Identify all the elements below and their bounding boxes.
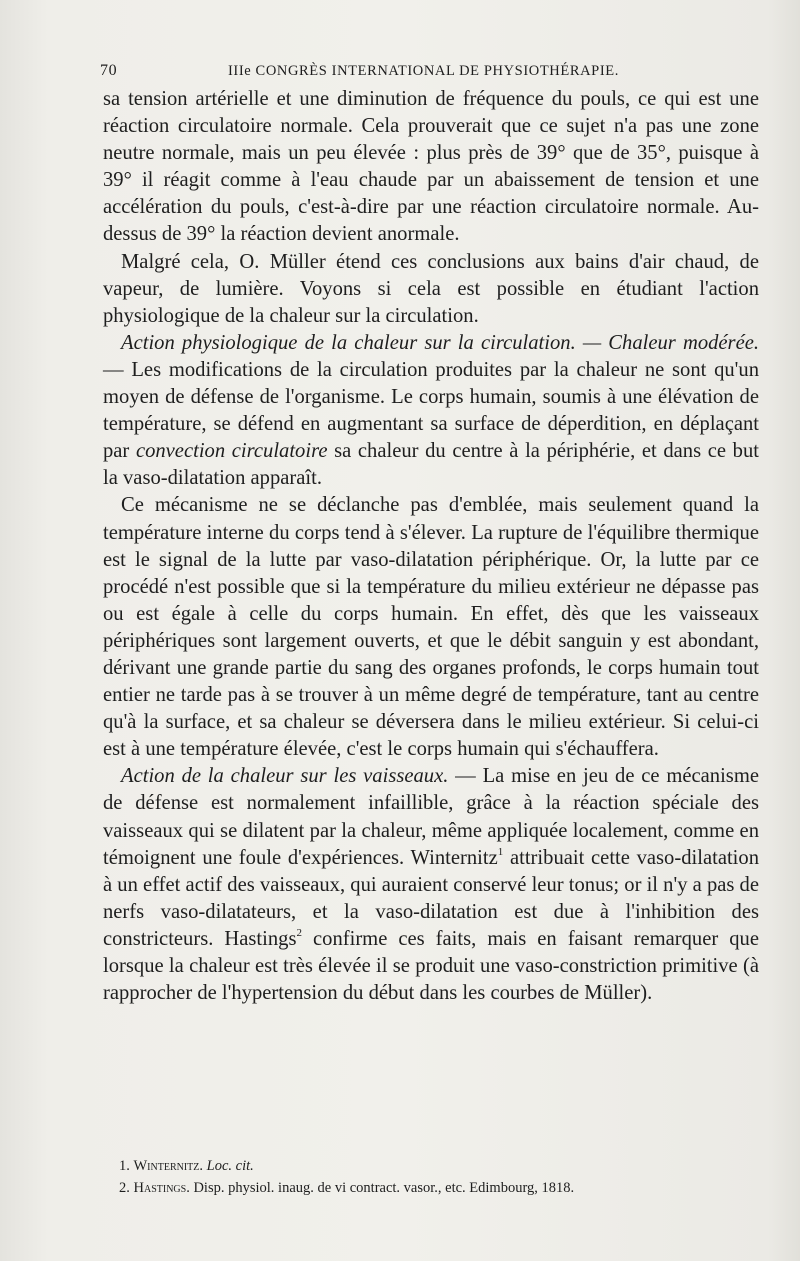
footnote-2-author: Hastings.	[133, 1180, 190, 1196]
body-text	[103, 86, 759, 1007]
footnote-ref-2: 2	[296, 926, 302, 939]
paragraph-3-text-b: sa chaleur du centre à la périphérie, et dans ce but la vaso-dilatation apparaît.	[103, 440, 759, 490]
paragraph-5	[103, 763, 759, 1007]
footnote-1-number: 1.	[119, 1158, 130, 1174]
footnote-1-author: Winternitz.	[133, 1158, 204, 1174]
paragraph-5-text-c: confirme ces faits, mais en faisant remarquer que lorsque la chaleur est très élevée il se produit une vaso-constriction primitive (à rapprocher de l'hypertension du début dans les courbes de Müller).	[103, 927, 759, 1005]
section-heading-vessels: Action de la chaleur sur les vaisseaux.	[121, 765, 449, 788]
paragraph-2: Malgré cela, O. Müller étend ces conclusions aux bains d'air chaud, de vapeur, de lumière. Voyons si cela est possible en étudiant l'action physiologique de la chaleur sur la circulation.	[103, 250, 759, 327]
paragraph-5-text-a: — La mise en jeu de ce mécanisme de défense est normalement infaillible, grâce à la réaction spéciale des vaisseaux qui se dilatent par la chaleur, même appliquée localement, comme en témoignent une foule d'expériences. Winternitz	[103, 765, 759, 869]
footnotes	[103, 1155, 759, 1199]
running-title: IIIe CONGRÈS INTERNATIONAL DE PHYSIOTHÉRAPIE.	[228, 63, 619, 79]
footnote-2-text: Disp. physiol. inaug. de vi contract. vasor., etc. Edimbourg, 1818.	[193, 1180, 575, 1196]
paragraph-3	[103, 330, 759, 493]
page-number: 70	[100, 62, 118, 79]
footnote-2	[103, 1177, 759, 1199]
paragraph-4: Ce mécanisme ne se déclanche pas d'emblée, mais seulement quand la température interne du corps tend à s'élever. La rupture de l'équilibre thermique est le signal de la lutte par vaso-dilatation périphérique. Or, la lutte par ce procédé n'est possible que si la température du milieu extérieur ne dépasse pas ou est égale à celle du corps humain. En effet, dès que les vaisseaux périphériques sont largement ouverts, et que le débit sanguin y est abondant, dérivant une grande partie du sang des organes profonds, le corps humain tout entier ne tarde pas à se trouver à un même degré de température, tant au centre qu'à la surface, et sa chaleur se déversera dans le milieu extérieur. Si celui-ci est à une température élevée, c'est le corps humain qui s'échauffera.	[103, 494, 759, 761]
footnote-1-text: Loc. cit.	[206, 1158, 254, 1174]
paragraph-3-text-a: — Les modifications de la circulation produites par la chaleur ne sont qu'un moyen de défense de l'organisme. Le corps humain, soumis à une élévation de température, se défend en augmentant sa surface de déperdition, en déplaçant par	[103, 358, 759, 463]
paragraph-5-text-b: attribuait cette vaso-dilatation à un effet actif des vaisseaux, qui auraient conservé leur tonus; or il n'y a pas de nerfs vaso-dilatateurs, et la vaso-dilatation est due à l'inhibition des constricteurs. Hastings	[103, 846, 759, 950]
paragraph-3-emphasis: convection circulatoire	[135, 440, 328, 463]
footnote-2-number: 2.	[119, 1180, 130, 1196]
footnote-ref-1: 1	[497, 845, 504, 858]
paragraph-1: sa tension artérielle et une diminution de fréquence du pouls, ce qui est une réaction circulatoire normale. Cela prouverait que ce sujet n'a pas une zone neutre normale, mais un peu élevée : plus près de 39° que de 35°, puisque à 39° il réagit comme à l'eau chaude par un abaissement de tension et une accélération du pouls, c'est-à-dire par une réaction circulatoire normale. Au-dessus de 39° la réaction devient anormale.	[103, 88, 759, 246]
footnote-1	[103, 1155, 759, 1177]
page-header	[100, 62, 750, 86]
section-heading-moderate-heat: Action physiologique de la chaleur sur la circulation. — Chaleur modérée.	[121, 331, 759, 354]
